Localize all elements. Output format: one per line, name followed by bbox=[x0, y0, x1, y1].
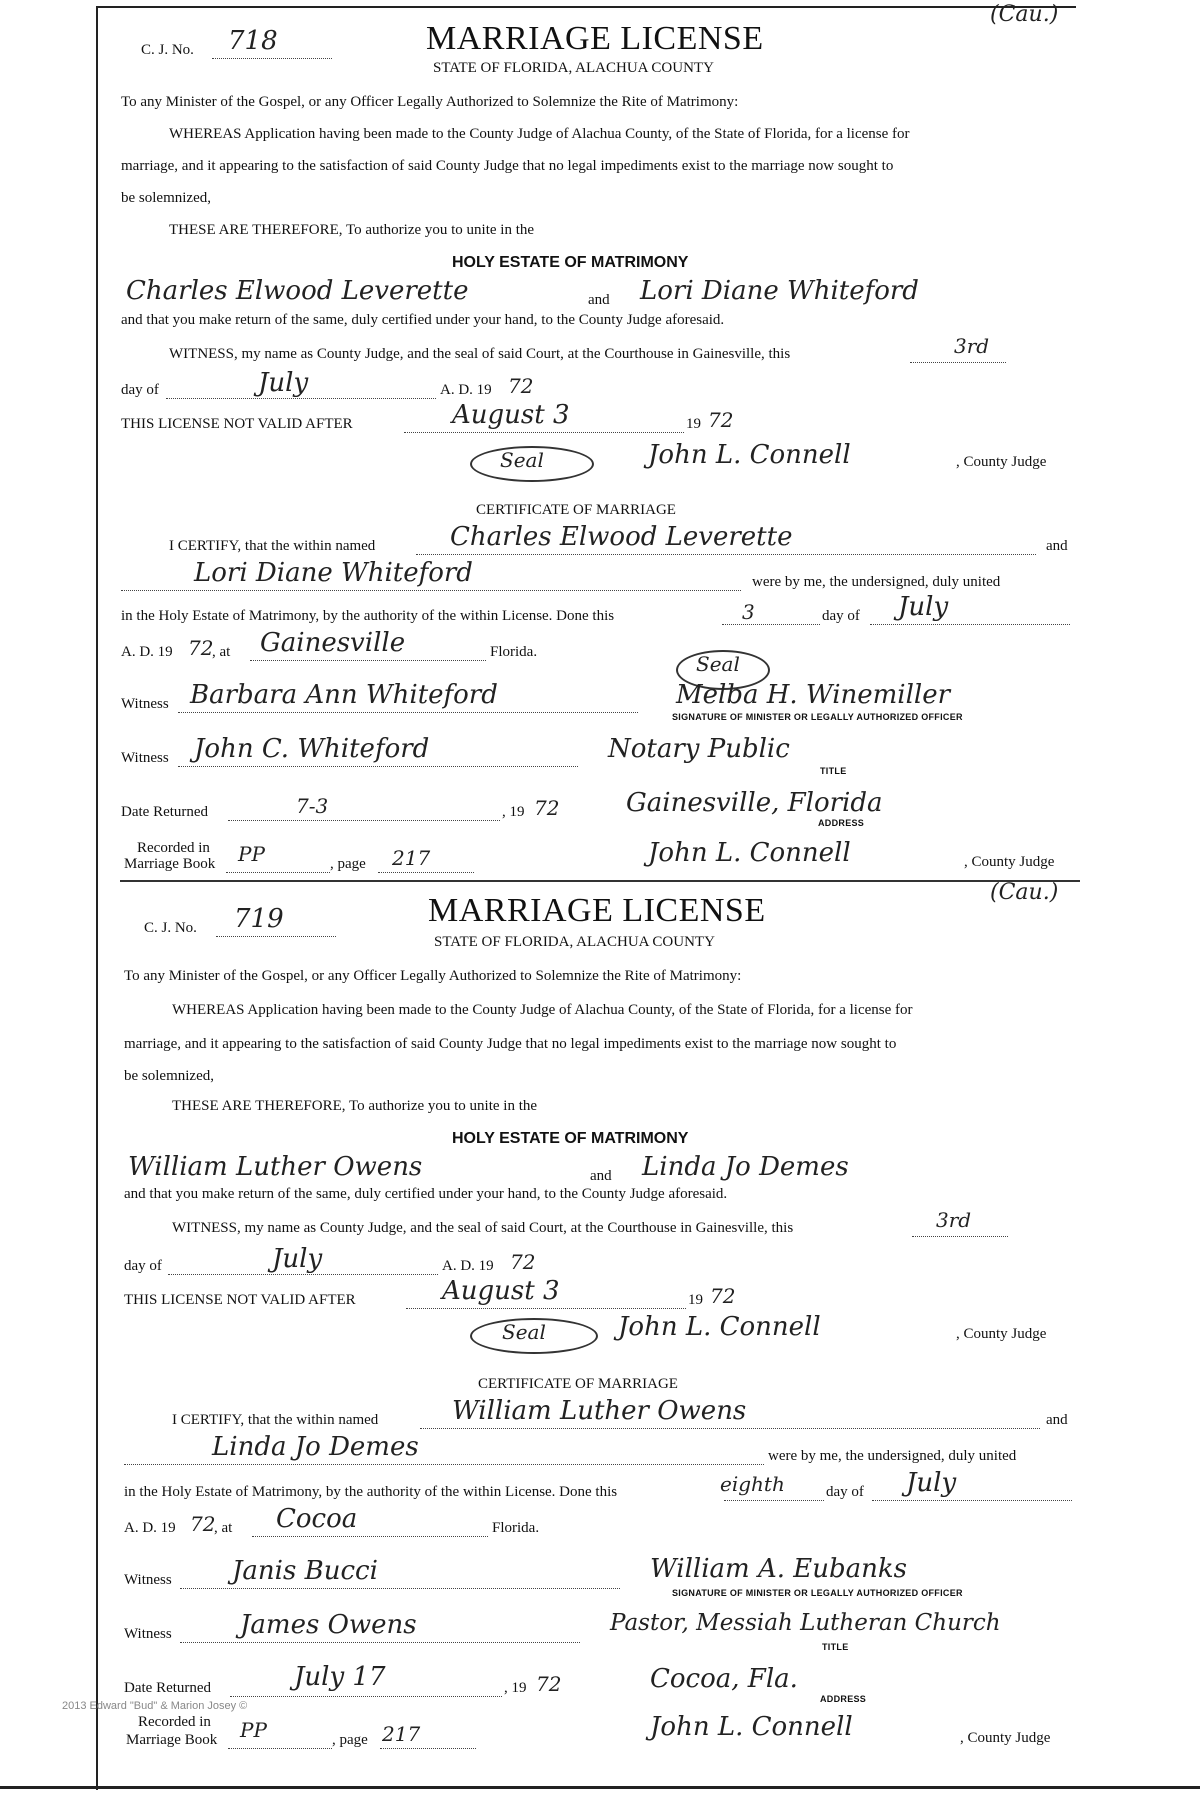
issue-month: July bbox=[272, 1244, 323, 1274]
ad2-year: 72 bbox=[190, 1512, 216, 1536]
officer-signature: Melba H. Winemiller bbox=[676, 680, 951, 710]
recorder-signature: John L. Connell bbox=[650, 1712, 853, 1742]
date-returned-year: 72 bbox=[534, 796, 560, 820]
cert-and: and bbox=[1046, 1412, 1068, 1428]
whereas-line-3: be solemnized, bbox=[124, 1068, 214, 1084]
ad2-year: 72 bbox=[188, 636, 214, 660]
issue-month: July bbox=[258, 368, 309, 398]
to-line: To any Minister of the Gospel, or any Officer Legally Authorized to Solemnize the Rite of Matrimony: bbox=[121, 94, 739, 110]
cj-number-line bbox=[216, 936, 336, 937]
not-valid-year-label: 19 bbox=[686, 416, 701, 432]
issue-year: 72 bbox=[510, 1250, 536, 1274]
date-returned-label: Date Returned bbox=[121, 804, 209, 820]
date-returned-year-label: , 19 bbox=[502, 804, 525, 820]
ad2-label: A. D. 19 bbox=[124, 1520, 176, 1536]
page-line bbox=[378, 872, 474, 873]
cert-bride-line bbox=[121, 590, 741, 591]
place: Cocoa bbox=[276, 1504, 358, 1534]
cj-number: 718 bbox=[228, 26, 278, 56]
certificate-title: CERTIFICATE OF MARRIAGE bbox=[478, 1376, 678, 1392]
recorder-signature: John L. Connell bbox=[648, 838, 851, 868]
officer-signature: William A. Eubanks bbox=[650, 1554, 907, 1584]
cert-groom-line bbox=[420, 1428, 1040, 1429]
book: PP bbox=[238, 842, 265, 866]
month-line bbox=[168, 1274, 438, 1275]
witness-2: James Owens bbox=[240, 1610, 417, 1640]
not-valid-year-label: 19 bbox=[688, 1292, 703, 1308]
at-label: , at bbox=[212, 644, 231, 660]
and-word: and bbox=[590, 1168, 612, 1184]
officer-address: Gainesville, Florida bbox=[626, 788, 883, 818]
witness-2-line bbox=[180, 1642, 580, 1643]
not-valid-label: THIS LICENSE NOT VALID AFTER bbox=[124, 1292, 356, 1308]
judge-signature: John L. Connell bbox=[618, 1312, 821, 1342]
holy-estate-line: in the Holy Estate of Matrimony, by the authority of the within License. Done this bbox=[121, 608, 615, 624]
cert-bride: Linda Jo Demes bbox=[212, 1432, 419, 1462]
corner-note: (Cau.) bbox=[990, 880, 1059, 905]
officer-address-label: ADDRESS bbox=[820, 1694, 867, 1704]
at-label: , at bbox=[214, 1520, 233, 1536]
and-word: and bbox=[588, 292, 610, 308]
cj-number: 719 bbox=[234, 904, 284, 934]
page-number: 217 bbox=[392, 846, 431, 870]
witness-1-label: Witness bbox=[121, 696, 169, 712]
witness-1-label: Witness bbox=[124, 1572, 172, 1588]
date-returned-label: Date Returned bbox=[124, 1680, 212, 1696]
certify-label: I CERTIFY, that the within named bbox=[169, 538, 376, 554]
whereas-line-2: marriage, and it appearing to the satisfaction of said County Judge that no legal impediments exist to the marriage now sought to bbox=[121, 158, 894, 174]
holy-estate-heading: HOLY ESTATE OF MATRIMONY bbox=[452, 1130, 689, 1147]
recorder-title: , County Judge bbox=[960, 1730, 1051, 1746]
license-subtitle: STATE OF FLORIDA, ALACHUA COUNTY bbox=[433, 60, 714, 76]
officer-title-label: TITLE bbox=[820, 766, 847, 776]
page-line bbox=[380, 1748, 476, 1749]
return-line: and that you make return of the same, duly certified under your hand, to the County Judge aforesaid. bbox=[124, 1186, 728, 1202]
license-divider bbox=[120, 880, 1080, 882]
copyright-watermark: 2013 Edward "Bud" & Marion Josey © bbox=[62, 1700, 248, 1712]
license-subtitle: STATE OF FLORIDA, ALACHUA COUNTY bbox=[434, 934, 715, 950]
bride-name: Linda Jo Demes bbox=[642, 1152, 849, 1182]
place-line bbox=[252, 1536, 488, 1537]
date-returned-line bbox=[230, 1696, 502, 1697]
florida-label: Florida. bbox=[490, 644, 538, 660]
officer-title-label: TITLE bbox=[822, 1642, 849, 1652]
recorded-label-2: Marriage Book bbox=[126, 1732, 218, 1748]
done-month: July bbox=[906, 1468, 957, 1498]
not-valid-year: 72 bbox=[708, 408, 734, 432]
witness-line: WITNESS, my name as County Judge, and the seal of said Court, at the Courthouse in Gainesville, this bbox=[172, 1220, 794, 1236]
day-of-label: day of bbox=[121, 382, 159, 398]
holy-estate-heading: HOLY ESTATE OF MATRIMONY bbox=[452, 254, 689, 271]
recorded-label-2: Marriage Book bbox=[124, 856, 216, 872]
done-month: July bbox=[898, 592, 949, 622]
book: PP bbox=[240, 1718, 267, 1742]
whereas-line-1: WHEREAS Application having been made to the County Judge of Alachua County, of the State of Florida, for a license for bbox=[169, 126, 910, 142]
whereas-line-3: be solemnized, bbox=[121, 190, 211, 206]
witness-2-label: Witness bbox=[121, 750, 169, 766]
county-judge-label: , County Judge bbox=[956, 454, 1047, 470]
not-valid-date: August 3 bbox=[452, 400, 570, 430]
book-line bbox=[226, 872, 330, 873]
corner-note: (Cau.) bbox=[990, 2, 1059, 27]
officer-title: Notary Public bbox=[608, 734, 790, 764]
cert-bride: Lori Diane Whiteford bbox=[194, 558, 473, 588]
judge-seal-text: Seal bbox=[500, 448, 544, 472]
date-returned-year: 72 bbox=[536, 1672, 562, 1696]
recorded-label-1: Recorded in bbox=[138, 1714, 211, 1730]
judge-signature: John L. Connell bbox=[648, 440, 851, 470]
witness-2-line bbox=[178, 766, 578, 767]
cj-number-label: C. J. No. bbox=[141, 42, 194, 58]
place: Gainesville bbox=[260, 628, 406, 658]
return-line: and that you make return of the same, duly certified under your hand, to the County Judge aforesaid. bbox=[121, 312, 725, 328]
witness-1: Janis Bucci bbox=[232, 1556, 378, 1586]
witness-1-line bbox=[180, 1588, 620, 1589]
officer-title: Pastor, Messiah Lutheran Church bbox=[610, 1610, 1001, 1636]
done-day-of: day of bbox=[826, 1484, 864, 1500]
issue-year: 72 bbox=[508, 374, 534, 398]
witness-day: 3rd bbox=[936, 1208, 972, 1232]
date-returned-line bbox=[228, 820, 500, 821]
bride-name: Lori Diane Whiteford bbox=[640, 276, 919, 306]
therefore-line: THESE ARE THEREFORE, To authorize you to unite in the bbox=[169, 222, 535, 238]
witness-1-line bbox=[178, 712, 638, 713]
whereas-line-1: WHEREAS Application having been made to the County Judge of Alachua County, of the State of Florida, for a license for bbox=[172, 1002, 913, 1018]
cert-bride-line bbox=[124, 1464, 764, 1465]
county-judge-label: , County Judge bbox=[956, 1326, 1047, 1342]
florida-label: Florida. bbox=[492, 1520, 540, 1536]
witness-2: John C. Whiteford bbox=[194, 734, 430, 764]
cert-groom: William Luther Owens bbox=[452, 1396, 747, 1426]
not-valid-line bbox=[404, 432, 684, 433]
cert-groom-line bbox=[416, 554, 1036, 555]
page-label: , page bbox=[330, 856, 366, 872]
ad-label: A. D. 19 bbox=[440, 382, 492, 398]
united-text: were by me, the undersigned, duly united bbox=[752, 574, 1001, 590]
cert-and: and bbox=[1046, 538, 1068, 554]
certify-label: I CERTIFY, that the within named bbox=[172, 1412, 379, 1428]
holy-estate-line: in the Holy Estate of Matrimony, by the authority of the within License. Done this bbox=[124, 1484, 618, 1500]
not-valid-year: 72 bbox=[710, 1284, 736, 1308]
place-line bbox=[250, 660, 486, 661]
groom-name: William Luther Owens bbox=[128, 1152, 423, 1182]
recorded-label-1: Recorded in bbox=[137, 840, 210, 856]
officer-signature-label: SIGNATURE OF MINISTER OR LEGALLY AUTHORIZED OFFICER bbox=[672, 1588, 963, 1598]
done-day-of: day of bbox=[822, 608, 860, 624]
officer-address-label: ADDRESS bbox=[818, 818, 865, 828]
officer-address: Cocoa, Fla. bbox=[650, 1664, 798, 1694]
book-line bbox=[228, 1748, 332, 1749]
done-day-line bbox=[724, 1500, 824, 1501]
united-text: were by me, the undersigned, duly united bbox=[768, 1448, 1017, 1464]
not-valid-label: THIS LICENSE NOT VALID AFTER bbox=[121, 416, 353, 432]
date-returned-year-label: , 19 bbox=[504, 1680, 527, 1696]
done-day-line bbox=[722, 624, 820, 625]
date-returned: 7-3 bbox=[296, 794, 329, 818]
officer-seal-text: Seal bbox=[696, 652, 740, 676]
done-month-line bbox=[870, 624, 1070, 625]
day-of-label: day of bbox=[124, 1258, 162, 1274]
witness-1: Barbara Ann Whiteford bbox=[190, 680, 498, 710]
cj-number-label: C. J. No. bbox=[144, 920, 197, 936]
witness-line: WITNESS, my name as County Judge, and the seal of said Court, at the Courthouse in Gainesville, this bbox=[169, 346, 791, 362]
officer-signature-label: SIGNATURE OF MINISTER OR LEGALLY AUTHORIZED OFFICER bbox=[672, 712, 963, 722]
therefore-line: THESE ARE THEREFORE, To authorize you to unite in the bbox=[172, 1098, 538, 1114]
done-day: eighth bbox=[720, 1472, 785, 1496]
witness-day-line bbox=[912, 1236, 1008, 1237]
cert-groom: Charles Elwood Leverette bbox=[450, 522, 793, 552]
witness-day-line bbox=[910, 362, 1006, 363]
done-day: 3 bbox=[742, 600, 755, 624]
recorder-title: , County Judge bbox=[964, 854, 1055, 870]
witness-2-label: Witness bbox=[124, 1626, 172, 1642]
groom-name: Charles Elwood Leverette bbox=[126, 276, 469, 306]
page-number: 217 bbox=[382, 1722, 421, 1746]
judge-seal-text: Seal bbox=[502, 1320, 546, 1344]
witness-day: 3rd bbox=[954, 334, 990, 358]
not-valid-line bbox=[406, 1308, 686, 1309]
certificate-title: CERTIFICATE OF MARRIAGE bbox=[476, 502, 676, 518]
month-line bbox=[166, 398, 436, 399]
bottom-rule bbox=[0, 1786, 1200, 1789]
to-line: To any Minister of the Gospel, or any Officer Legally Authorized to Solemnize the Rite of Matrimony: bbox=[124, 968, 742, 984]
license-title: MARRIAGE LICENSE bbox=[426, 20, 764, 57]
done-month-line bbox=[872, 1500, 1072, 1501]
cj-number-line bbox=[212, 58, 332, 59]
date-returned: July 17 bbox=[294, 1662, 386, 1692]
not-valid-date: August 3 bbox=[442, 1276, 560, 1306]
ad-label: A. D. 19 bbox=[442, 1258, 494, 1274]
license-title: MARRIAGE LICENSE bbox=[428, 892, 766, 929]
page-label: , page bbox=[332, 1732, 368, 1748]
ad2-label: A. D. 19 bbox=[121, 644, 173, 660]
whereas-line-2: marriage, and it appearing to the satisfaction of said County Judge that no legal impediments exist to the marriage now sought to bbox=[124, 1036, 897, 1052]
